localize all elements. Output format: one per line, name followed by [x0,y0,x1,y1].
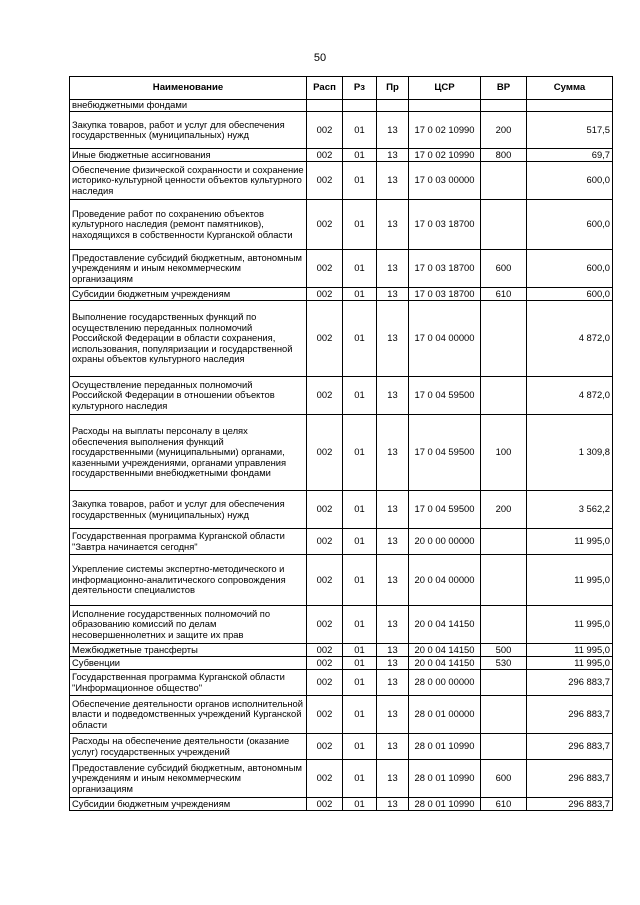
table-row [70,149,613,162]
cell-vr [481,200,527,250]
cell-pr: 13 [377,734,409,760]
cell-csr: 28 0 01 00000 [409,696,481,734]
cell-sum: 600,0 [527,250,613,288]
cell-rz: 01 [343,112,377,149]
cell-vr [481,696,527,734]
cell-sum: 296 883,7 [527,760,613,798]
cell-sum: 11 995,0 [527,644,613,657]
cell-rasp: 002 [307,415,343,491]
cell-rasp: 002 [307,555,343,606]
cell-rz: 01 [343,696,377,734]
cell-rz: 01 [343,555,377,606]
cell-name: Государственная программа Курганской области "Завтра начинается сегодня" [70,529,307,555]
cell-sum: 296 883,7 [527,734,613,760]
cell-pr: 13 [377,200,409,250]
cell-name: Предоставление субсидий бюджетным, автономным учреждениям и иным некоммерческим организациям [70,250,307,288]
cell-vr [481,670,527,696]
cell-pr: 13 [377,491,409,529]
cell-rasp: 002 [307,162,343,200]
cell-csr: 17 0 02 10990 [409,112,481,149]
cell-rz: 01 [343,250,377,288]
cell-rz: 01 [343,149,377,162]
cell-rasp: 002 [307,760,343,798]
table-row [70,162,613,200]
table-row [70,415,613,491]
cell-sum: 296 883,7 [527,696,613,734]
cell-rasp: 002 [307,491,343,529]
cell-name: Предоставление субсидий бюджетным, автономным учреждениям и иным некоммерческим организациям [70,760,307,798]
cell-vr [481,301,527,377]
cell-rz: 01 [343,798,377,811]
cell-vr: 800 [481,149,527,162]
cell-csr: 20 0 04 14150 [409,606,481,644]
cell-csr: 28 0 01 10990 [409,734,481,760]
cell-vr [481,555,527,606]
column-header-pr: Пр [377,77,409,100]
cell-rz: 01 [343,529,377,555]
column-header-vr: ВР [481,77,527,100]
cell-name: Укрепление системы экспертно-методического и информационно-аналитического сопровождения деятельности специалистов [70,555,307,606]
cell-name: Субвенции [70,657,307,670]
table-row [70,529,613,555]
cell-name: Выполнение государственных функций по осуществлению переданных полномочий Российской Федерации в области сохранения, использования, популяризации и государственной охраны объектов культурного наследия [70,301,307,377]
cell-pr: 13 [377,606,409,644]
cell-name: Межбюджетные трансферты [70,644,307,657]
table-row [70,555,613,606]
cell-rasp: 002 [307,529,343,555]
cell-pr: 13 [377,112,409,149]
cell-pr: 13 [377,555,409,606]
cell-rz: 01 [343,162,377,200]
cell-csr: 28 0 00 00000 [409,670,481,696]
cell-sum: 600,0 [527,200,613,250]
table-row [70,200,613,250]
cell-pr: 13 [377,162,409,200]
cell-name: Субсидии бюджетным учреждениям [70,288,307,301]
cell-pr: 13 [377,760,409,798]
cell-rz: 01 [343,734,377,760]
cell-csr: 17 0 04 59500 [409,491,481,529]
cell-name: внебюджетными фондами [70,100,307,112]
table-row [70,100,613,112]
cell-pr: 13 [377,250,409,288]
column-header-sum: Сумма [527,77,613,100]
cell-vr: 500 [481,644,527,657]
cell-rz: 01 [343,415,377,491]
cell-rasp: 002 [307,288,343,301]
cell-rz: 01 [343,644,377,657]
cell-csr: 17 0 03 18700 [409,288,481,301]
cell-name: Исполнение государственных полномочий по образованию комиссий по делам несовершеннолетних и защите их прав [70,606,307,644]
cell-sum: 4 872,0 [527,377,613,415]
cell-csr: 17 0 03 18700 [409,250,481,288]
cell-vr: 600 [481,250,527,288]
table-row [70,657,613,670]
table-row [70,734,613,760]
cell-sum: 600,0 [527,288,613,301]
cell-vr: 100 [481,415,527,491]
table-row [70,491,613,529]
cell-name: Расходы на обеспечение деятельности (оказание услуг) государственных учреждений [70,734,307,760]
cell-csr: 20 0 04 14150 [409,644,481,657]
table-body [70,100,613,811]
cell-pr: 13 [377,657,409,670]
cell-rasp: 002 [307,200,343,250]
cell-sum: 4 872,0 [527,301,613,377]
cell-pr: 13 [377,529,409,555]
cell-rasp: 002 [307,696,343,734]
budget-table [69,76,613,811]
cell-sum: 517,5 [527,112,613,149]
cell-name: Иные бюджетные ассигнования [70,149,307,162]
cell-vr: 200 [481,112,527,149]
table-row [70,250,613,288]
cell-csr: 17 0 04 59500 [409,377,481,415]
cell-rz: 01 [343,288,377,301]
cell-rasp: 002 [307,606,343,644]
cell-vr: 610 [481,798,527,811]
table-row [70,377,613,415]
cell-rasp: 002 [307,377,343,415]
cell-csr: 28 0 01 10990 [409,760,481,798]
cell-sum: 296 883,7 [527,798,613,811]
cell-sum: 11 995,0 [527,657,613,670]
table-row [70,760,613,798]
cell-name: Обеспечение деятельности органов исполнительной власти и подведомственных учреждений Курганской области [70,696,307,734]
cell-rasp: 002 [307,149,343,162]
cell-name: Закупка товаров, работ и услуг для обеспечения государственных (муниципальных) нужд [70,112,307,149]
cell-vr: 610 [481,288,527,301]
cell-pr: 13 [377,377,409,415]
cell-csr: 17 0 03 18700 [409,200,481,250]
cell-rasp: 002 [307,301,343,377]
cell-pr: 13 [377,644,409,657]
table-row [70,606,613,644]
cell-vr [481,529,527,555]
cell-csr: 20 0 00 00000 [409,529,481,555]
cell-sum: 1 309,8 [527,415,613,491]
cell-rasp: 002 [307,250,343,288]
column-header-rasp: Расп [307,77,343,100]
cell-vr: 530 [481,657,527,670]
cell-rz: 01 [343,377,377,415]
cell-sum: 11 995,0 [527,555,613,606]
cell-pr [377,100,409,112]
cell-pr: 13 [377,415,409,491]
cell-csr: 17 0 02 10990 [409,149,481,162]
cell-sum: 11 995,0 [527,529,613,555]
cell-sum: 11 995,0 [527,606,613,644]
cell-rasp: 002 [307,112,343,149]
cell-rz: 01 [343,491,377,529]
cell-name: Проведение работ по сохранению объектов культурного наследия (ремонт памятников), находящихся в собственности Курганской области [70,200,307,250]
cell-vr [481,162,527,200]
cell-rasp: 002 [307,734,343,760]
cell-pr: 13 [377,696,409,734]
cell-vr [481,734,527,760]
table-header-row [70,77,613,100]
cell-vr [481,606,527,644]
cell-name: Обеспечение физической сохранности и сохранение историко-культурной ценности объектов культурного наследия [70,162,307,200]
column-header-rz: Рз [343,77,377,100]
cell-rz: 01 [343,200,377,250]
cell-rz: 01 [343,301,377,377]
cell-rasp: 002 [307,670,343,696]
cell-rasp: 002 [307,798,343,811]
cell-rz: 01 [343,670,377,696]
cell-rasp: 002 [307,657,343,670]
table-row [70,112,613,149]
table-row [70,288,613,301]
cell-rz [343,100,377,112]
table-row [70,798,613,811]
cell-csr: 17 0 04 00000 [409,301,481,377]
cell-vr: 200 [481,491,527,529]
cell-sum: 69,7 [527,149,613,162]
cell-vr [481,377,527,415]
cell-vr [481,100,527,112]
cell-csr: 20 0 04 00000 [409,555,481,606]
page-number: 50 [313,52,327,64]
cell-csr [409,100,481,112]
column-header-csr: ЦСР [409,77,481,100]
cell-name: Государственная программа Курганской области "Информационное общество" [70,670,307,696]
cell-rz: 01 [343,657,377,670]
cell-sum: 600,0 [527,162,613,200]
cell-csr: 17 0 03 00000 [409,162,481,200]
cell-pr: 13 [377,149,409,162]
cell-sum: 296 883,7 [527,670,613,696]
table-row [70,696,613,734]
cell-name: Субсидии бюджетным учреждениям [70,798,307,811]
cell-sum [527,100,613,112]
cell-pr: 13 [377,288,409,301]
table-row [70,670,613,696]
cell-sum: 3 562,2 [527,491,613,529]
cell-name: Расходы на выплаты персоналу в целях обеспечения выполнения функций государственными (муниципальными) органами, казенными учреждениями, органами управления государственными внебюджетными фондами [70,415,307,491]
cell-pr: 13 [377,670,409,696]
cell-pr: 13 [377,798,409,811]
cell-rz: 01 [343,606,377,644]
cell-vr: 600 [481,760,527,798]
cell-name: Осуществление переданных полномочий Российской Федерации в отношении объектов культурного наследия [70,377,307,415]
cell-csr: 17 0 04 59500 [409,415,481,491]
cell-pr: 13 [377,301,409,377]
cell-rz: 01 [343,760,377,798]
column-header-name: Наименование [70,77,307,100]
cell-csr: 20 0 04 14150 [409,657,481,670]
cell-rasp: 002 [307,644,343,657]
table-row [70,644,613,657]
cell-csr: 28 0 01 10990 [409,798,481,811]
cell-rasp [307,100,343,112]
table-row [70,301,613,377]
cell-name: Закупка товаров, работ и услуг для обеспечения государственных (муниципальных) нужд [70,491,307,529]
